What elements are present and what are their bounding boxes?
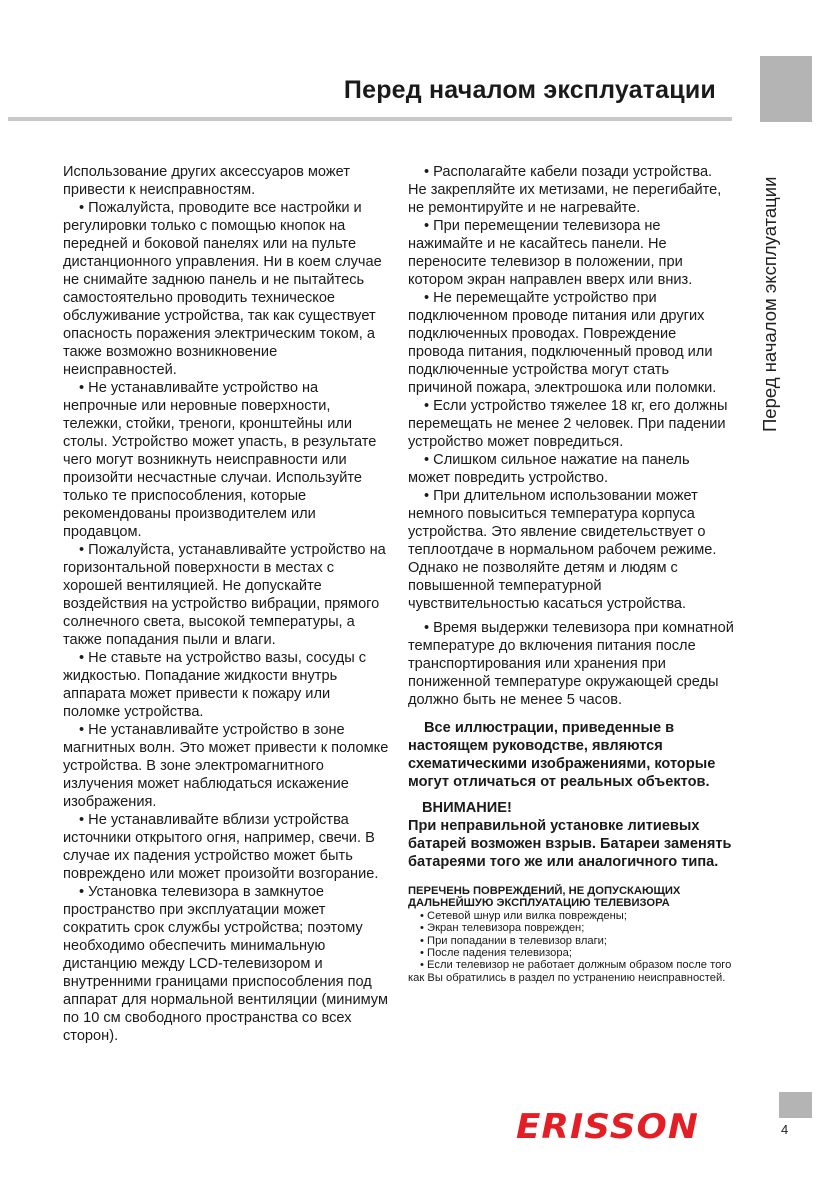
damage-list-item: • Сетевой шнур или вилка повреждены; — [420, 909, 627, 922]
warning-title: ВНИМАНИЕ! — [422, 800, 512, 816]
damage-list-item: • После падения телевизора; — [420, 947, 572, 960]
paragraph-ventilation: • Пожалуйста, устанавливайте устройство на горизонтальной поверхности в местах с хорошей вентиляцией. Не допускайте воздействия на устройство вибрации, прямого солнечного света, высокой температуры, а также попадания пыли и влаги. — [63, 542, 386, 648]
illustration-note: Все иллюстрации, приведенные в настоящем руководстве, являются схематическими изображениями, которые могут отличаться от реальных объектов. — [408, 720, 716, 790]
page-tab-marker — [779, 1092, 812, 1118]
paragraph-surface: • Не устанавливайте устройство на непрочные или неровные поверхности, тележки, стойки, треноги, кронштейны или столы. Устройство может упасть, в результате чего могут возникнуть неисправности или произойти несчастные случаи. Используйте только те приспособления, которые рекомендованы производителем или продавцом. — [63, 380, 377, 540]
page-title: Перед началом эксплуатации — [343, 76, 716, 104]
paragraph-enclosed-space: • Установка телевизора в замкнутое пространство при эксплуатации может сократить срок службы устройства; поэтому необходимо обеспечить минимальную дистанцию между LCD-телевизором и внутренними границами приспособления под аппарат для нормальной вентиляции (минимум по 10 см свободного пространства со всех сторон). — [63, 884, 388, 1044]
damage-list-heading: ПЕРЕЧЕНЬ ПОВРЕЖДЕНИЙ, НЕ ДОПУСКАЮЩИХ ДАЛЬНЕЙШУЮ ЭКСПЛУАТАЦИЮ ТЕЛЕВИЗОРА — [408, 885, 681, 910]
damage-list-item: • При попадании в телевизор влаги; — [420, 934, 608, 947]
section-tab-marker — [760, 56, 812, 122]
damage-list-item: • Экран телевизора поврежден; — [420, 922, 585, 935]
paragraph-temperature: • При длительном использовании может немного повыситься температура корпуса устройства. Это явление свидетельствует о теплоотдаче в нормальном рабочем режиме. Однако не позволяйте детям и людям с повышенной температурной чувствительностью касаться устройства. — [408, 488, 717, 612]
erisson-logo: ERISSON — [516, 1107, 699, 1147]
damage-list-item: • Если телевизор не работает должным образом после того как Вы обратились в раздел по устранению неисправностей. — [408, 959, 732, 984]
paragraph-intro: Использование других аксессуаров может привести к неисправностям. — [63, 164, 350, 198]
title-divider — [8, 117, 732, 121]
paragraph-settings: • Пожалуйста, проводите все настройки и регулировки только с помощью кнопок на передней и боковой панелях или на пульте дистанционного управления. Ни в коем случае не снимайте заднюю панель и не пытайтесь самостоятельно проводить техническое обслуживание устройства, так как существует опасность поражения электрическим током, а также возможно возникновение неисправностей. — [63, 200, 382, 378]
paragraph-pressure: • Слишком сильное нажатие на панель может повредить устройство. — [408, 452, 690, 486]
paragraph-fire: • Не устанавливайте вблизи устройства источники открытого огня, например, свечи. В случае их падения устройство может быть повреждено или может произойти возгорание. — [63, 812, 379, 882]
paragraph-storage: • Время выдержки телевизора при комнатной температуре до включения питания после транспортирования или хранения при пониженной температуре окружающей среды должно быть не менее 5 часов. — [408, 620, 734, 708]
warning-text: При неправильной установке литиевых батарей возможен взрыв. Батареи заменять батареями того же или аналогичного типа. — [408, 818, 732, 870]
side-section-title: Перед началом эксплуатации — [759, 176, 780, 432]
paragraph-magnetic: • Не устанавливайте устройство в зоне магнитных волн. Это может привести к поломке устройства. В зоне электромагнитного излучения может наблюдаться искажение изображения. — [63, 722, 389, 810]
paragraph-liquids: • Не ставьте на устройство вазы, сосуды с жидкостью. Попадание жидкости внутрь аппарата может привести к пожару или поломке устройства. — [63, 650, 367, 720]
paragraph-weight: • Если устройство тяжелее 18 кг, его должны перемещать не менее 2 человек. При падении устройство может повредиться. — [408, 398, 728, 450]
page-number: 4 — [781, 1122, 789, 1137]
damage-list — [408, 885, 734, 984]
paragraph-power-cord: • Не перемещайте устройство при подключенном проводе питания или других подключенных проводах. Повреждение провода питания, подключенный провод или подключенные устройства могут стать причиной пожара, электрошока или поломки. — [408, 290, 717, 396]
paragraph-moving: • При перемещении телевизора не нажимайте и не касайтесь панели. Не переносите телевизор в положении, при котором экран направлен вверх или вниз. — [408, 218, 693, 288]
right-column — [408, 163, 734, 984]
left-column — [63, 163, 391, 1045]
paragraph-cables: • Располагайте кабели позади устройства. Не закрепляйте их метизами, не перегибайте, не ремонтируйте и не нагревайте. — [408, 164, 722, 216]
